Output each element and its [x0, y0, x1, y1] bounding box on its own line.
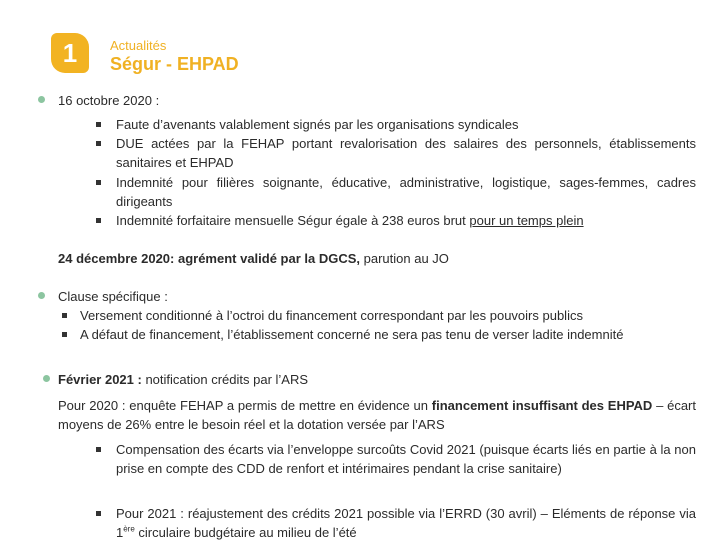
section4-bullet-2-b: circulaire budgétaire au milieu de l’été	[134, 525, 357, 540]
section4-p-bold: financement insuffisant des EHPAD	[431, 398, 653, 413]
bullet-dot-icon	[38, 96, 45, 103]
section3-bullet-1: Versement conditionné à l’octroi du financement correspondant par les pouvoirs publics	[80, 308, 583, 323]
section4-heading	[58, 370, 308, 389]
section2-rest: parution au JO	[360, 251, 449, 266]
section1-bullet-4-text: Indemnité forfaitaire mensuelle Ségur égale à 238 euros brut	[116, 213, 470, 228]
section3-heading: Clause spécifique :	[58, 289, 168, 304]
square-bullet-icon	[96, 447, 101, 452]
section1-bullet-4	[116, 211, 696, 230]
square-bullet-icon	[96, 218, 101, 223]
section1-bullet-1: Faute d’avenants valablement signés par les organisations syndicales	[116, 117, 519, 132]
bullet-dot-icon	[43, 375, 50, 382]
section4-bullet-1: Compensation des écarts via l’enveloppe surcoûts Covid 2021 (puisque écarts liés en partie à la non prise en compte des CDD de renfort et intérimaires pendant la crise sanitaire)	[116, 442, 696, 476]
square-bullet-icon	[62, 332, 67, 337]
section3-bullet-2: A défaut de financement, l’établissement concerné ne sera pas tenu de verser ladite indemnité	[80, 327, 624, 342]
section1-bullet-2: DUE actées par la FEHAP portant revalorisation des salaires des personnels, établissements sanitaires et EHPAD	[116, 136, 696, 170]
section4-bullet-2	[116, 504, 696, 542]
section1-heading: 16 octobre 2020 :	[58, 93, 160, 108]
square-bullet-icon	[96, 180, 101, 185]
square-bullet-icon	[96, 141, 101, 146]
square-bullet-icon	[62, 313, 67, 318]
section-number-badge	[51, 33, 89, 73]
section4-bullet-2-sup: ère	[123, 524, 135, 534]
section4-heading-bold: Février 2021 :	[58, 372, 142, 387]
section-number: 1	[62, 37, 78, 68]
bullet-dot-icon	[38, 292, 45, 299]
section2-bold: 24 décembre 2020: agrément validé par la DGCS,	[58, 251, 361, 266]
square-bullet-icon	[96, 511, 101, 516]
square-bullet-icon	[96, 122, 101, 127]
section2-line	[58, 249, 449, 268]
section4-bullet-2-a: Pour 2021 : réajustement des crédits 2021 possible via l’ERRD (30 avril) – Eléments de réponse via 1	[116, 506, 696, 540]
section4-p-end: – écart moyens de 26% entre le besoin réel et la dotation versée par l’ARS	[58, 398, 696, 432]
slide-title: Ségur - EHPAD	[110, 54, 239, 74]
section4-p-start: Pour 2020 : enquête FEHAP a permis de mettre en évidence un	[58, 398, 432, 413]
kicker-label: Actualités	[110, 38, 167, 53]
section1-bullet-4-underlined: pour un temps plein	[469, 213, 584, 228]
section4-heading-rest: notification crédits par l’ARS	[141, 372, 309, 387]
section1-bullet-3: Indemnité pour filières soignante, éducative, administrative, logistique, sages-femmes, cadres dirigeants	[116, 175, 696, 209]
section4-paragraph	[58, 396, 696, 434]
